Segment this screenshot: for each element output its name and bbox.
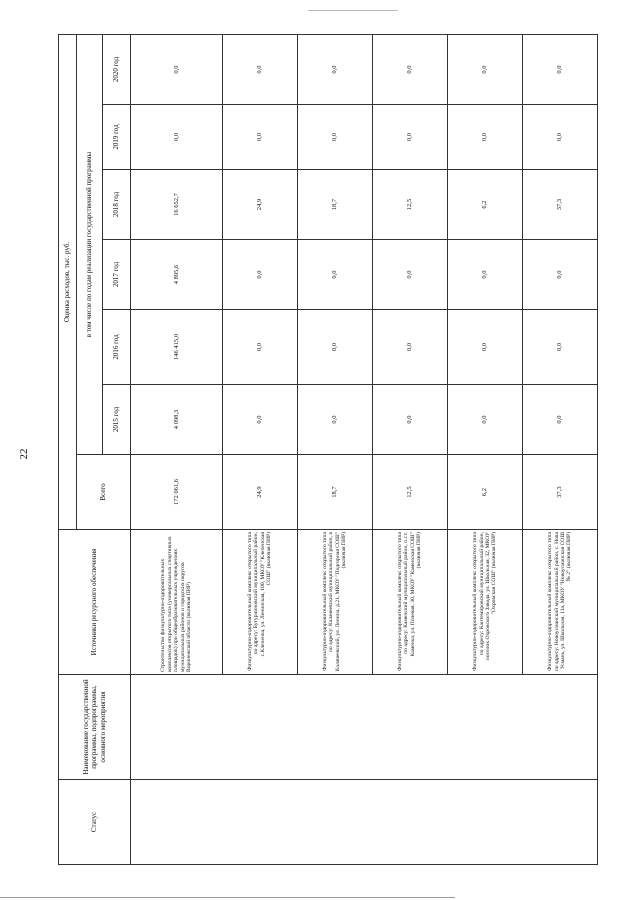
value-cell: 4 098,3 [131,385,223,455]
value-cell: 0,0 [372,310,447,385]
budget-table-rotated [58,35,598,865]
value-cell: 12,5 [372,170,447,240]
value-cell: 37,3 [522,170,597,240]
value-cell: 0,0 [522,240,597,310]
budget-table [58,34,598,865]
col-status: Статус [59,780,131,865]
col-year: 2015 год [103,385,131,455]
value-cell: 0,0 [222,105,297,170]
col-year: 2019 год [103,105,131,170]
bottom-rule [0,897,455,898]
value-cell: 0,0 [222,385,297,455]
value-cell: 4 895,6 [131,240,223,310]
value-cell: 0,0 [297,34,372,104]
value-cell: 0,0 [297,105,372,170]
table-row [131,34,223,864]
page-number: 22 [18,448,30,460]
value-cell: 16 652,7 [131,170,223,240]
col-year: 2020 год [103,34,131,104]
value-cell: 0,0 [222,240,297,310]
source-cell: Физкультурно-оздоровительный комплекс открытого типа по адресу: Кантемировский муниципальный район, поселок Охровского Завода, ул. Школьная, 32, МКОУ "Охровская СОШ" (включая ПИР) [447,530,522,675]
value-cell: 6,2 [447,170,522,240]
value-cell: 0,0 [522,34,597,104]
value-cell: 0,0 [447,105,522,170]
status-cell [131,780,598,865]
source-cell: Физкультурно-оздоровительный комплекс открытого типа по адресу: Новоусманский муниципальный район, с. Нова Усмань, ул. Школьная, 11а, МКОУ "Новоусманская СОШ № 2" (включая ПИР) [522,530,597,675]
value-cell: 0,0 [372,105,447,170]
col-total: Всего [77,455,131,530]
value-cell: 146 415,0 [131,310,223,385]
value-cell: 0,0 [131,34,223,104]
value-cell: 0,0 [222,34,297,104]
value-cell: 0,0 [297,240,372,310]
value-cell: 0,0 [372,240,447,310]
col-year: 2018 год [103,170,131,240]
value-cell: 0,0 [522,105,597,170]
value-cell: 0,0 [372,34,447,104]
source-cell: Физкультурно-оздоровительный комплекс открытого типа по адресу: Каменский муниципальный район, п.г.т. Каменка, ул. Полевая, 30, МКОУ "Каменская СОШ" (включая ПИР) [372,530,447,675]
col-year: 2016 год [103,310,131,385]
total-cell: 18,7 [297,455,372,530]
total-cell: 24,9 [222,455,297,530]
value-cell: 0,0 [297,310,372,385]
source-cell: Физкультурно-оздоровительный комплекс открытого типа по адресу: Бутурлиновский муниципальный район, с.Клепенка, ул. Ленинская, 100, МКОУ "Клепенская СОШ" (включая ПИР) [222,530,297,675]
value-cell: 0,0 [447,385,522,455]
col-by-years: в том числе по годам реализации государственной программы [77,34,103,454]
total-cell: 6,2 [447,455,522,530]
value-cell: 0,0 [447,34,522,104]
total-cell: 37,3 [522,455,597,530]
col-sources: Источники ресурсного обеспечения [59,530,131,675]
col-estimate: Оценка расходов, тыс. руб. [59,34,77,529]
value-cell: 18,7 [297,170,372,240]
source-cell: Физкультурно-оздоровительный комплекс открытого типа по адресу: Калачеевский муниципальный район, в Калачеевский, ул. Ленина, д.21, МКОУ "Подгорная СОШ" (включая ПИР) [297,530,372,675]
col-year: 2017 год [103,240,131,310]
value-cell: 0,0 [131,105,223,170]
value-cell: 24,9 [222,170,297,240]
value-cell: 0,0 [522,310,597,385]
total-cell: 12,5 [372,455,447,530]
value-cell: 0,0 [222,310,297,385]
program-name-cell [131,675,598,780]
total-cell: 172 061,6 [131,455,223,530]
value-cell: 0,0 [522,385,597,455]
col-program-name: Наименование государственной программы, подпрограммы, основного мероприятия [59,675,131,780]
source-cell: Строительство физкультурно-оздоровительных комплексов открытого типа (универсальных спортивных площадок) при общеобразовательных учреждениях муниципальных районов и городских округов Воронежской области (включая ПИР) [131,530,223,675]
value-cell: 0,0 [447,310,522,385]
value-cell: 0,0 [447,240,522,310]
top-rule [308,10,398,11]
value-cell: 0,0 [372,385,447,455]
value-cell: 0,0 [297,385,372,455]
